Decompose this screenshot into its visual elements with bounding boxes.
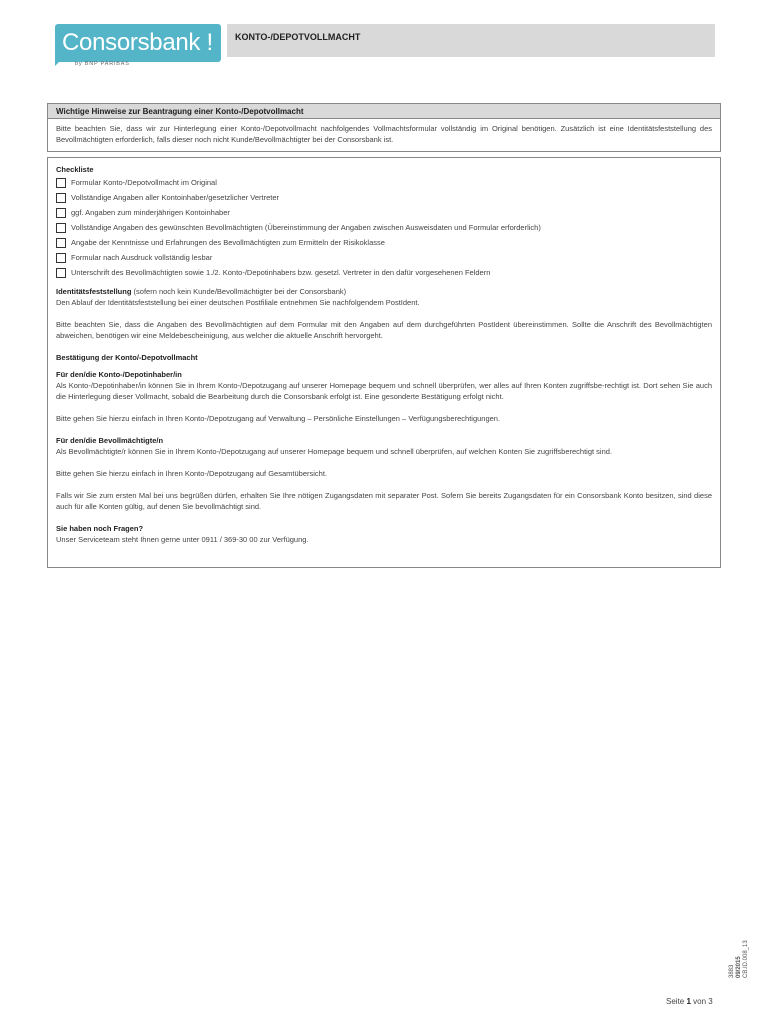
checklist-item (56, 205, 712, 220)
owner-heading: Für den/die Konto-/Depotinhaber/in (56, 370, 182, 379)
identity-heading: Identitätsfeststellung (56, 287, 132, 296)
document-code (729, 940, 750, 978)
identity-section-title (56, 286, 712, 297)
identity-text-2: Bitte beachten Sie, dass die Angaben des Bevollmächtigten auf dem Formular mit den Angaben auf dem durchgeführten PostIdent übereinstimmen. Sollte die Anschrift des Bevollmächtigten abweichen, benötigen wir eine Meldebescheinigung, aus welcher die aktuelle Anschrift hervorgeht. (56, 320, 712, 340)
checklist-item (56, 175, 712, 190)
checklist (56, 175, 712, 280)
page-total: von 3 (693, 997, 713, 1006)
identity-heading-note: (sofern noch kein Kunde/Bevollmächtigter bei der Consorsbank) (131, 287, 347, 296)
checkbox[interactable] (56, 268, 66, 278)
checklist-item-label: Vollständige Angaben des gewünschten Bevollmächtigten (Übereinstimmung der Angaben zwischen Ausweisdaten und Formular erforderlich) (71, 223, 541, 232)
owner-text: Als Konto-/Depotinhaber/in können Sie in Ihrem Konto-/Depotzugang auf unserer Homepage bequem und schnell überprüfen, wer alles auf Ihren Konten zugriffsbe-rechtigt ist. Dort sehen Sie auch die Hinterlegung dieser Vollmacht, sobald die Bearbeitung durch die Consorsbank erfolgt ist. Eine gesonderte Bestätigung erfolgt nicht. (56, 381, 712, 401)
logo-text: Consorsbank ! (62, 29, 213, 56)
page-indicator (666, 997, 713, 1006)
agent-text: Als Bevollmächtigte/r können Sie in Ihrem Konto-/Depotzugang auf unserer Homepage bequem und schnell überprüfen, auf welchen Konten Sie zugriffsberechtigt sind. (56, 447, 613, 456)
info-box (47, 157, 721, 568)
checklist-heading: Checkliste (56, 165, 94, 174)
checklist-item (56, 265, 712, 280)
page-label: Seite (666, 997, 685, 1006)
checklist-item-label: Formular nach Ausdruck vollständig lesbar (71, 253, 213, 262)
notice-text: Bitte beachten Sie, dass wir zur Hinterlegung einer Konto-/Depotvollmacht nachfolgendes Vollmachtsformular vollständig im Original benötigen. Zusätzlich ist eine Identitätsfeststellung des Bevollmächtigten erforderlich, falls dieser noch nicht Kunde/Bevollmächtigter bei der Consorsbank ist. (56, 124, 712, 144)
consorsbank-logo (55, 24, 221, 62)
agent-heading: Für den/die Bevollmächtigte/n (56, 436, 164, 445)
questions-text: Unser Serviceteam steht Ihnen gerne unter 0911 / 369-30 00 zur Verfügung. (56, 535, 309, 544)
form-id: CB.ID.008_13 (743, 940, 749, 978)
identity-text-1: Den Ablauf der Identitätsfeststellung bei einer deutschen Postfiliale entnehmen Sie nachfolgendem PostIdent. (56, 298, 420, 307)
checklist-item (56, 190, 712, 205)
notice-box (47, 103, 721, 152)
form-number: 3883 (729, 964, 735, 978)
checkbox[interactable] (56, 208, 66, 218)
checkbox[interactable] (56, 193, 66, 203)
notice-heading: Wichtige Hinweise zur Beantragung einer Konto-/Depotvollmacht (48, 104, 720, 119)
checkbox[interactable] (56, 223, 66, 233)
logo-subtitle: by BNP PARIBAS (75, 61, 130, 67)
checklist-item (56, 220, 712, 235)
checklist-item (56, 235, 712, 250)
checklist-item-label: Formular Konto-/Depotvollmacht im Original (71, 178, 217, 187)
checklist-item-label: Unterschrift des Bevollmächtigten sowie 1./2. Konto-/Depotinhabers bzw. gesetzl. Vertreter in den dafür vorgesehenen Feldern (71, 268, 491, 277)
logo-speech-tail (55, 58, 63, 66)
checklist-item-label: ggf. Angaben zum minderjährigen Kontoinhaber (71, 208, 230, 217)
form-date: 09/2015 (736, 956, 742, 978)
confirmation-heading: Bestätigung der Konto/-Depotvollmacht (56, 353, 198, 362)
checklist-item-label: Angabe der Kenntnisse und Erfahrungen des Bevollmächtigten zum Ermitteln der Risikoklasse (71, 238, 385, 247)
checklist-item (56, 250, 712, 265)
owner-path-text: Bitte gehen Sie hierzu einfach in Ihren Konto-/Depotzugang auf Verwaltung – Persönliche Einstellungen – Verfügungsberechtigungen. (56, 414, 501, 423)
agent-path-text: Bitte gehen Sie hierzu einfach in Ihren Konto-/Depotzugang auf Gesamtübersicht. (56, 469, 327, 478)
page-number: 1 (686, 997, 691, 1006)
first-time-text: Falls wir Sie zum ersten Mal bei uns begrüßen dürfen, erhalten Sie Ihre nötigen Zugangsdaten mit separater Post. Sofern Sie bereits Zugangsdaten für ein Consorsbank Konto besitzen, sind diese auch für alle Konten gültig, auf denen Sie bevollmächtigt sind. (56, 491, 712, 511)
checkbox[interactable] (56, 238, 66, 248)
checklist-item-label: Vollständige Angaben aller Kontoinhaber/gesetzlicher Vertreter (71, 193, 280, 202)
checkbox[interactable] (56, 178, 66, 188)
checkbox[interactable] (56, 253, 66, 263)
document-title: KONTO-/DEPOTVOLLMACHT (227, 24, 715, 57)
questions-heading: Sie haben noch Fragen? (56, 524, 144, 533)
